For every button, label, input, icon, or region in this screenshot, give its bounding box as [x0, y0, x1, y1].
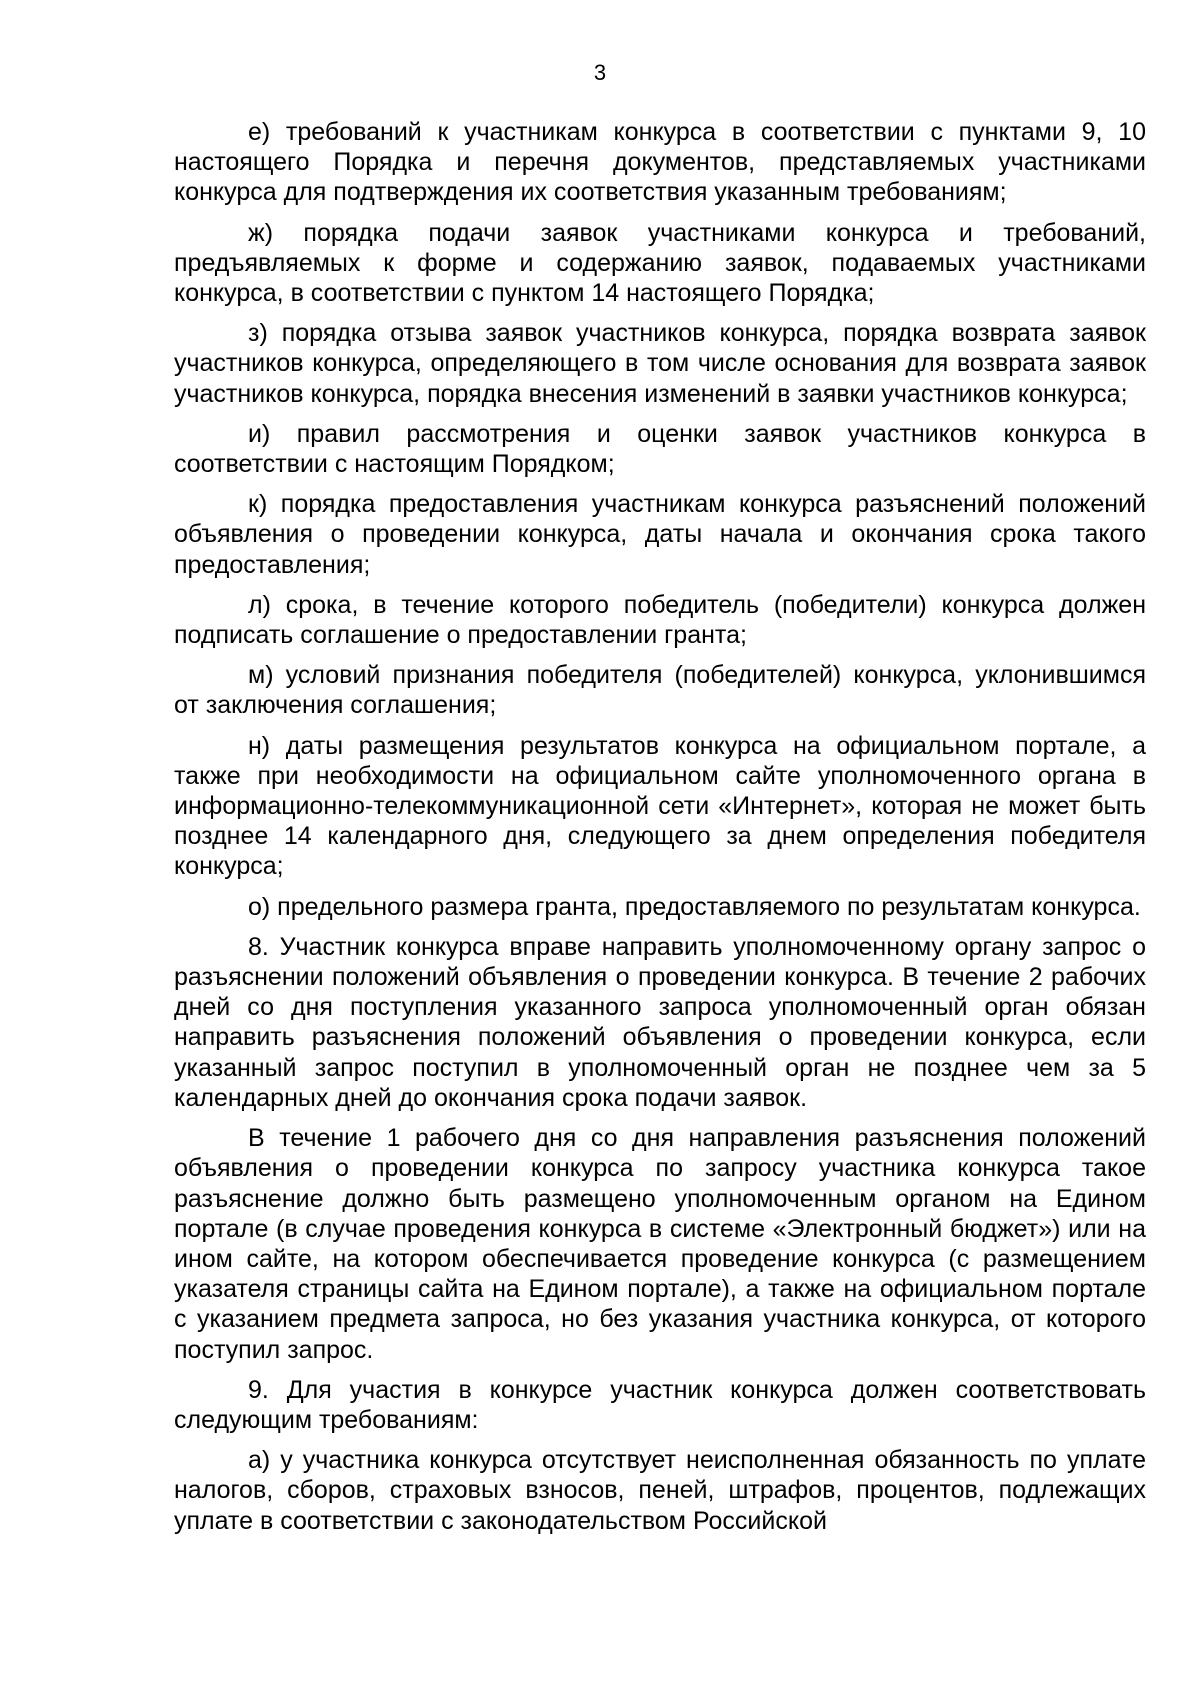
paragraph-item-e: е) требований к участникам конкурса в соответствии с пунктами 9, 10 настоящего Порядка и перечня документов, представляемых участниками конкурса для подтверждения их соответствия указанным требованиям;: [174, 118, 1146, 207]
page-number: 3: [593, 60, 607, 85]
paragraph-section-8: 8. Участник конкурса вправе направить уполномоченному органу запрос о разъяснении положений объявления о проведении конкурса. В течение 2 рабочих дней со дня поступления указанного запроса уполномоченный орган обязан направить разъяснения положений объявления о проведении конкурса, если указанный запрос поступил в уполномоченный орган не позднее чем за 5 календарных дней до окончания срока подачи заявок.: [174, 932, 1146, 1112]
paragraph-item-zh: ж) порядка подачи заявок участниками конкурса и требований, предъявляемых к форме и содержанию заявок, подаваемых участниками конкурса, в соответствии с пунктом 14 настоящего Порядка;: [174, 218, 1146, 308]
paragraph-item-i: и) правил рассмотрения и оценки заявок участников конкурса в соответствии с настоящим Порядком;: [174, 419, 1146, 479]
paragraph-item-l: л) срока, в течение которого победитель (победители) конкурса должен подписать соглашение о предоставлении гранта;: [174, 590, 1146, 650]
paragraph-item-m: м) условий признания победителя (победителей) конкурса, уклонившимся от заключения соглашения;: [174, 661, 1146, 720]
paragraph-item-o: о) предельного размера гранта, предоставляемого по результатам конкурса.: [248, 892, 1141, 921]
document-body: [174, 117, 1146, 1536]
paragraph-item-n: н) даты размещения результатов конкурса на официальном портале, а также при необходимости на официальном сайте уполномоченного органа в информационно-телекоммуникационной сети «Интернет», которая не может быть позднее 14 календарного дня, следующего за днем определения победителя конкурса;: [174, 731, 1146, 881]
paragraph-section-8-continued: В течение 1 рабочего дня со дня направления разъяснения положений объявления о проведении конкурса по запросу участника конкурса такое разъяснение должно быть размещено уполномоченным органом на Едином портале (в случае проведения конкурса в системе «Электронный бюджет») или на ином сайте, на котором обеспечивается проведение конкурса (с размещением указателя страницы сайта на Едином портале), а также на официальном портале с указанием предмета запроса, но без указания участника конкурса, от которого поступил запрос.: [174, 1124, 1146, 1364]
paragraph-item-z: з) порядка отзыва заявок участников конкурса, порядка возврата заявок участников конкурса, определяющего в том числе основания для возврата заявок участников конкурса, порядка внесения изменений в заявки участников конкурса;: [174, 319, 1146, 408]
paragraph-item-a: а) у участника конкурса отсутствует неисполненная обязанность по уплате налогов, сборов, страховых взносов, пеней, штрафов, процентов, подлежащих уплате в соответствии с законодательством Российской: [174, 1446, 1146, 1535]
paragraph-section-9: 9. Для участия в конкурсе участник конкурса должен соответствовать следующим требованиям:: [174, 1375, 1146, 1434]
paragraph-item-k: к) порядка предоставления участникам конкурса разъяснений положений объявления о проведении конкурса, даты начала и окончания срока такого предоставления;: [174, 490, 1146, 579]
